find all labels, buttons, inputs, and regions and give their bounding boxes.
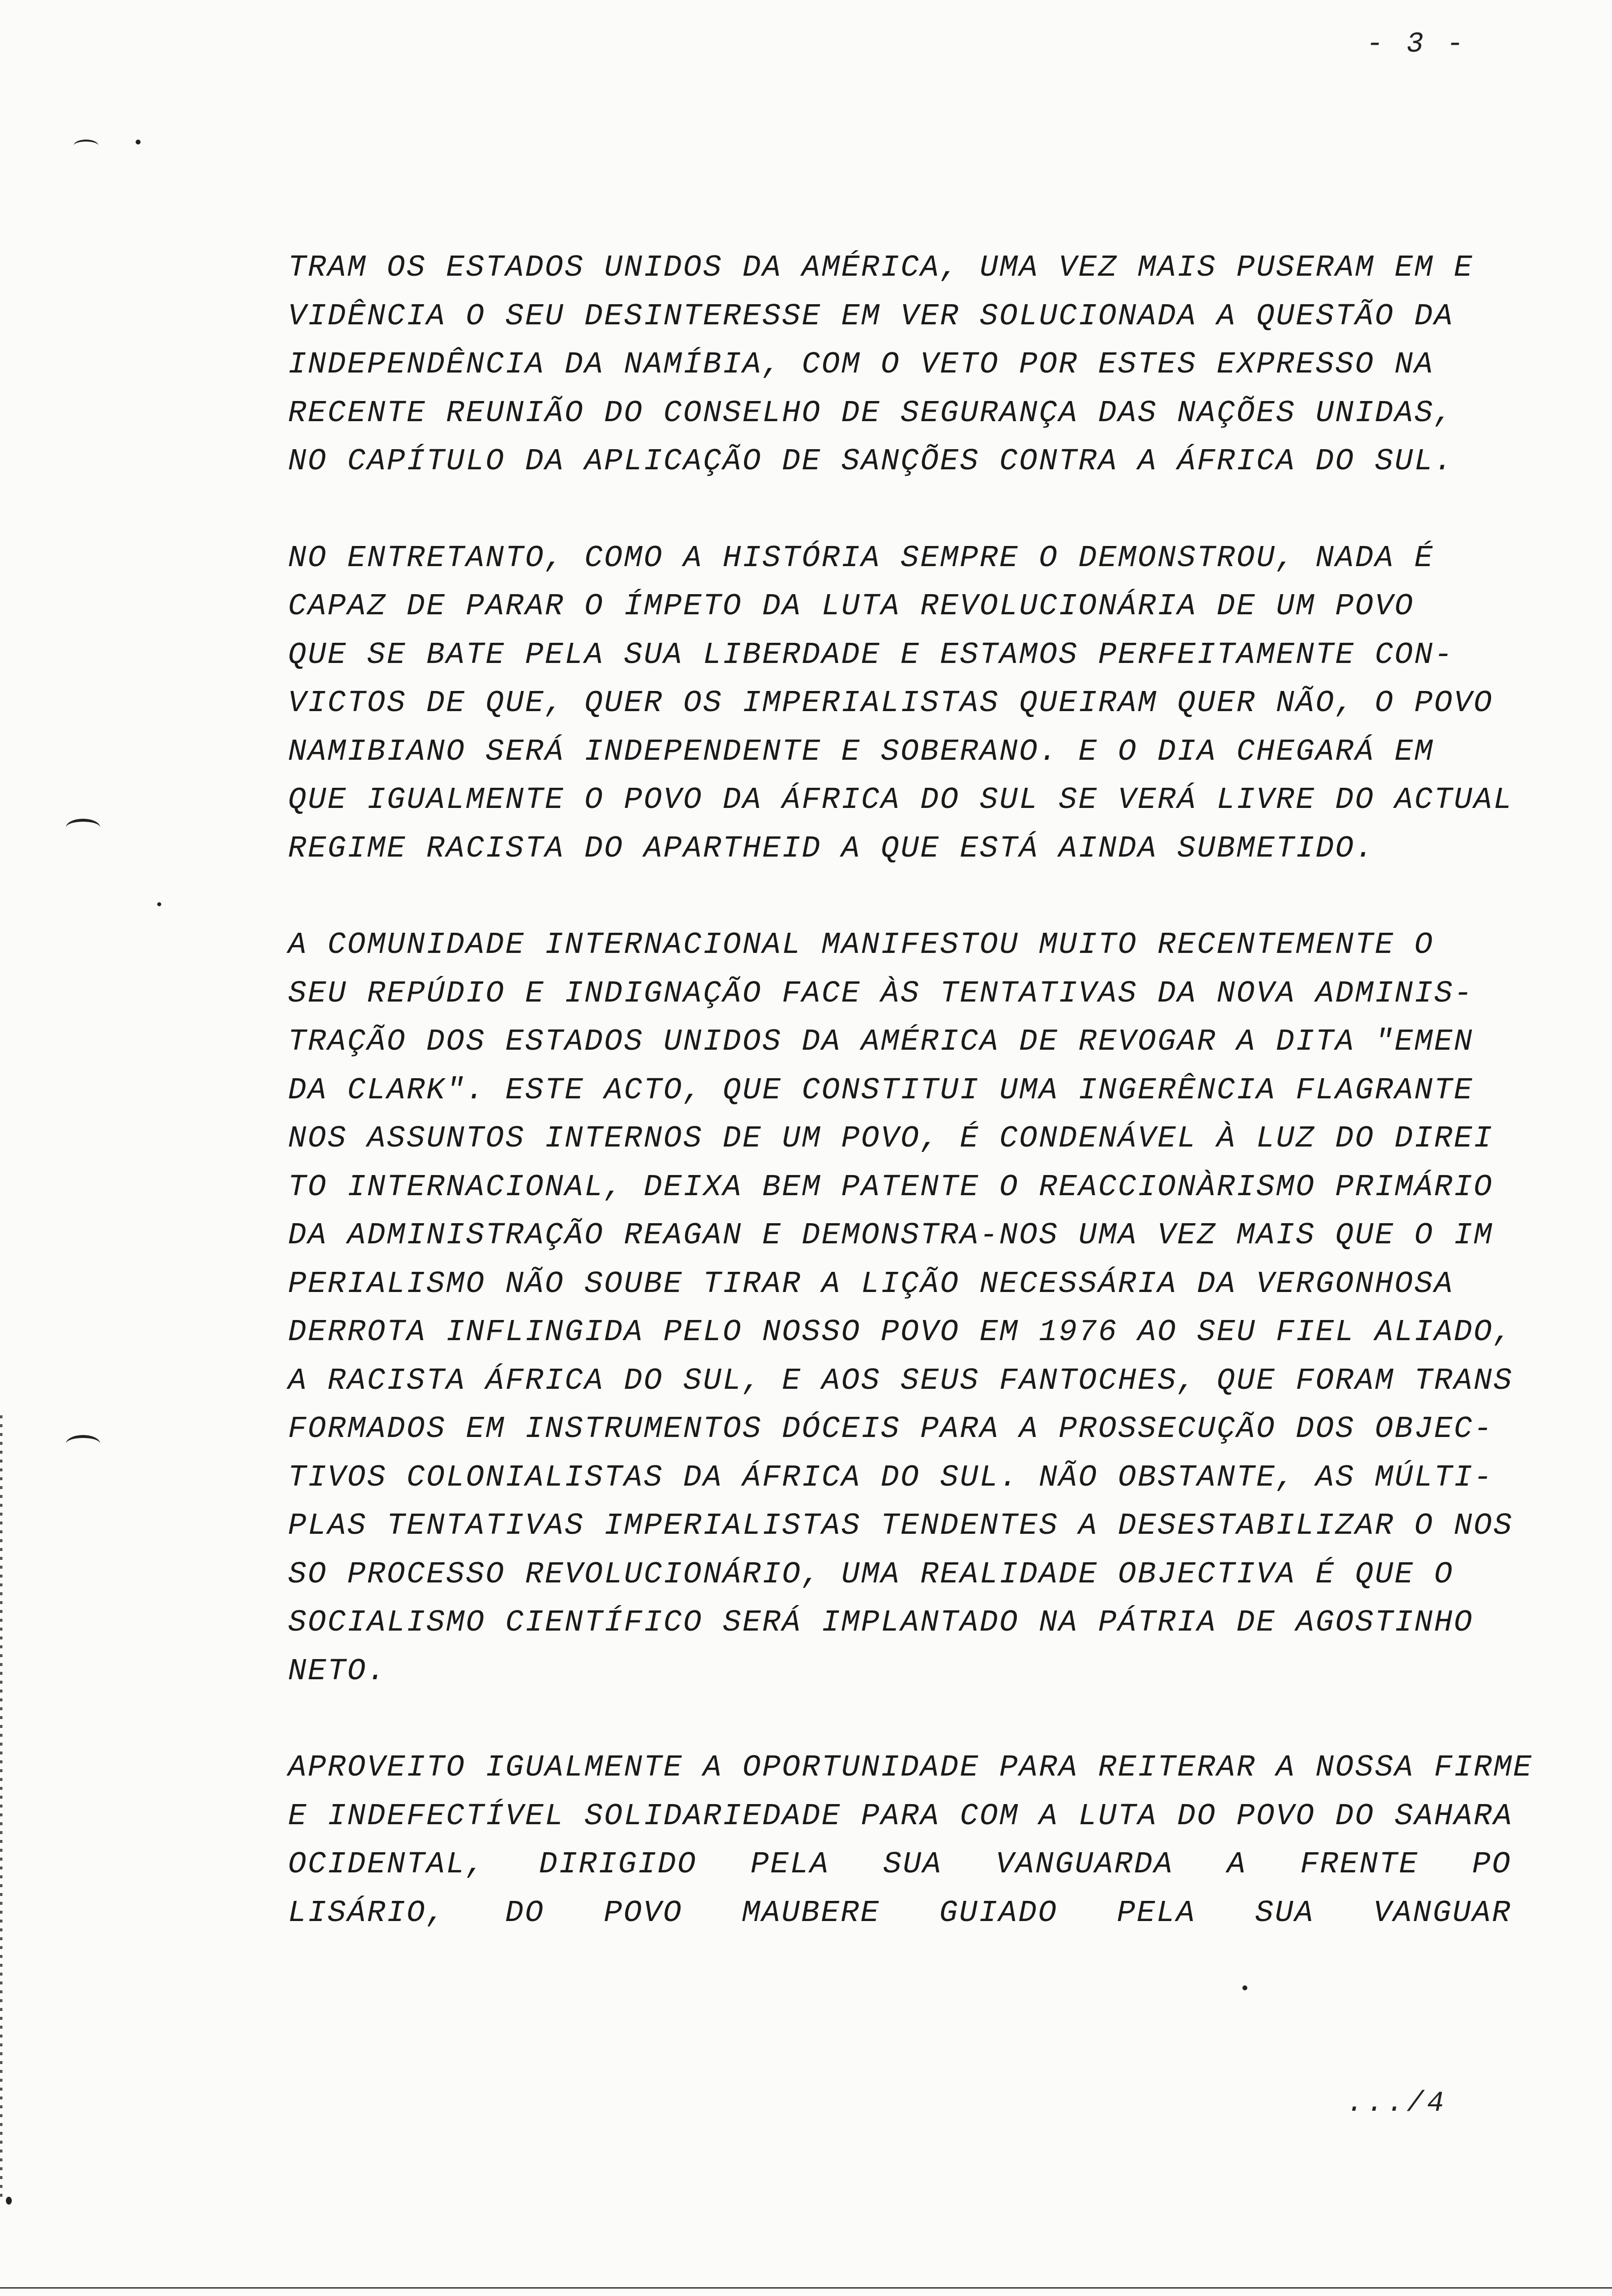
word: DO <box>505 1895 545 1930</box>
scan-speck <box>6 2197 12 2205</box>
text-line: A RACISTA ÁFRICA DO SUL, E AOS SEUS FANTOCHES, QUE FORAM TRANS <box>288 1363 1513 1398</box>
text-line: RECENTE REUNIÃO DO CONSELHO DE SEGURANÇA DAS NAÇÕES UNIDAS, <box>288 395 1454 430</box>
text-line: REGIME RACISTA DO APARTHEID A QUE ESTÁ AINDA SUBMETIDO. <box>288 831 1375 866</box>
word: LISÁRIO, <box>288 1895 446 1930</box>
scan-speck <box>157 902 161 906</box>
text-line: VICTOS DE QUE, QUER OS IMPERIALISTAS QUEIRAM QUER NÃO, O POVO <box>288 686 1494 720</box>
text-line: INDEPENDÊNCIA DA NAMÍBIA, COM O VETO POR ESTES EXPRESSO NA <box>288 347 1434 382</box>
text-line: DA ADMINISTRAÇÃO REAGAN E DEMONSTRA-NOS UMA VEZ MAIS QUE O IM <box>288 1218 1494 1253</box>
scan-speck <box>1242 1985 1247 1990</box>
word: PO <box>1472 1847 1512 1882</box>
word: MAUBERE <box>742 1895 880 1930</box>
text-line: DA CLARK". ESTE ACTO, QUE CONSTITUI UMA INGERÊNCIA FLAGRANTE <box>288 1072 1474 1108</box>
text-line: TRAM OS ESTADOS UNIDOS DA AMÉRICA, UMA VEZ MAIS PUSERAM EM E <box>288 250 1474 285</box>
text-line: SO PROCESSO REVOLUCIONÁRIO, UMA REALIDADE OBJECTIVA É QUE O <box>288 1556 1454 1592</box>
paragraph-3 <box>288 921 1546 1695</box>
page-number: - 3 - <box>1366 29 1467 60</box>
hole-punch-mark <box>66 1435 100 1453</box>
text-line: E INDEFECTÍVEL SOLIDARIEDADE PARA COM A LUTA DO POVO DO SAHARA <box>288 1798 1513 1834</box>
paragraph-1 <box>288 244 1546 486</box>
text-line: NAMIBIANO SERÁ INDEPENDENTE E SOBERANO. E O DIA CHEGARÁ EM <box>288 734 1434 769</box>
word: SUA <box>883 1847 943 1882</box>
justified-line <box>288 1889 1512 1938</box>
word: GUIADO <box>939 1895 1058 1930</box>
letter-body <box>288 244 1546 1985</box>
word: OCIDENTAL, <box>288 1847 486 1882</box>
text-line: CAPAZ DE PARAR O ÍMPETO DA LUTA REVOLUCIONÁRIA DE UM POVO <box>288 589 1414 624</box>
text-line: NO ENTRETANTO, COMO A HISTÓRIA SEMPRE O DEMONSTROU, NADA É <box>288 540 1434 575</box>
text-line: VIDÊNCIA O SEU DESINTERESSE EM VER SOLUCIONADA A QUESTÃO DA <box>288 298 1454 334</box>
word: PELA <box>750 1847 830 1882</box>
text-line: SOCIALISMO CIENTÍFICO SERÁ IMPLANTADO NA PÁTRIA DE AGOSTINHO <box>288 1605 1474 1640</box>
text-line: PLAS TENTATIVAS IMPERIALISTAS TENDENTES A DESESTABILIZAR O NOS <box>288 1508 1513 1543</box>
text-line: PERIALISMO NÃO SOUBE TIRAR A LIÇÃO NECESSÁRIA DA VERGONHOSA <box>288 1266 1454 1301</box>
text-line: TO INTERNACIONAL, DEIXA BEM PATENTE O REACCIONÀRISMO PRIMÁRIO <box>288 1169 1494 1205</box>
word: SUA <box>1255 1895 1315 1930</box>
text-line: QUE SE BATE PELA SUA LIBERDADE E ESTAMOS PERFEITAMENTE CON- <box>288 637 1454 672</box>
word: VANGUAR <box>1373 1895 1512 1930</box>
word: FRENTE <box>1300 1847 1419 1882</box>
bottom-rule <box>0 2287 1612 2289</box>
continuation-marker: .../4 <box>1347 2088 1447 2120</box>
word: DIRIGIDO <box>539 1847 697 1882</box>
justified-line <box>288 1840 1512 1889</box>
text-line: A COMUNIDADE INTERNACIONAL MANIFESTOU MUITO RECENTEMENTE O <box>288 927 1434 962</box>
text-line: TRAÇÃO DOS ESTADOS UNIDOS DA AMÉRICA DE REVOGAR A DITA "EMEN <box>288 1024 1474 1059</box>
text-line: NETO. <box>288 1653 387 1689</box>
hole-punch-mark <box>66 819 100 836</box>
text-line: APROVEITO IGUALMENTE A OPORTUNIDADE PARA REITERAR A NOSSA FIRME <box>288 1750 1533 1785</box>
text-line: SEU REPÚDIO E INDIGNAÇÃO FACE ÀS TENTATIVAS DA NOVA ADMINIS- <box>288 976 1474 1011</box>
paragraph-2 <box>288 534 1546 873</box>
word: VANGUARDA <box>996 1847 1174 1882</box>
text-line: NOS ASSUNTOS INTERNOS DE UM POVO, É CONDENÁVEL À LUZ DO DIREI <box>288 1121 1494 1156</box>
word: PELA <box>1117 1895 1196 1930</box>
text-line: FORMADOS EM INSTRUMENTOS DÓCEIS PARA A PROSSECUÇÃO DOS OBJEC- <box>288 1411 1494 1446</box>
text-line: DERROTA INFLINGIDA PELO NOSSO POVO EM 1976 AO SEU FIEL ALIADO, <box>288 1315 1513 1349</box>
word: POVO <box>604 1895 683 1930</box>
text-line: TIVOS COLONIALISTAS DA ÁFRICA DO SUL. NÃO OBSTANTE, AS MÚLTI- <box>288 1460 1494 1495</box>
text-line: QUE IGUALMENTE O POVO DA ÁFRICA DO SUL SE VERÁ LIVRE DO ACTUAL <box>288 782 1513 817</box>
text-line: NO CAPÍTULO DA APLICAÇÃO DE SANÇÕES CONTRA A ÁFRICA DO SUL. <box>288 444 1454 479</box>
scan-mark <box>74 140 98 151</box>
word: A <box>1227 1847 1247 1882</box>
scan-speck <box>136 140 141 144</box>
paragraph-4 <box>288 1744 1546 1937</box>
scan-margin-artifact <box>0 1415 2 2202</box>
